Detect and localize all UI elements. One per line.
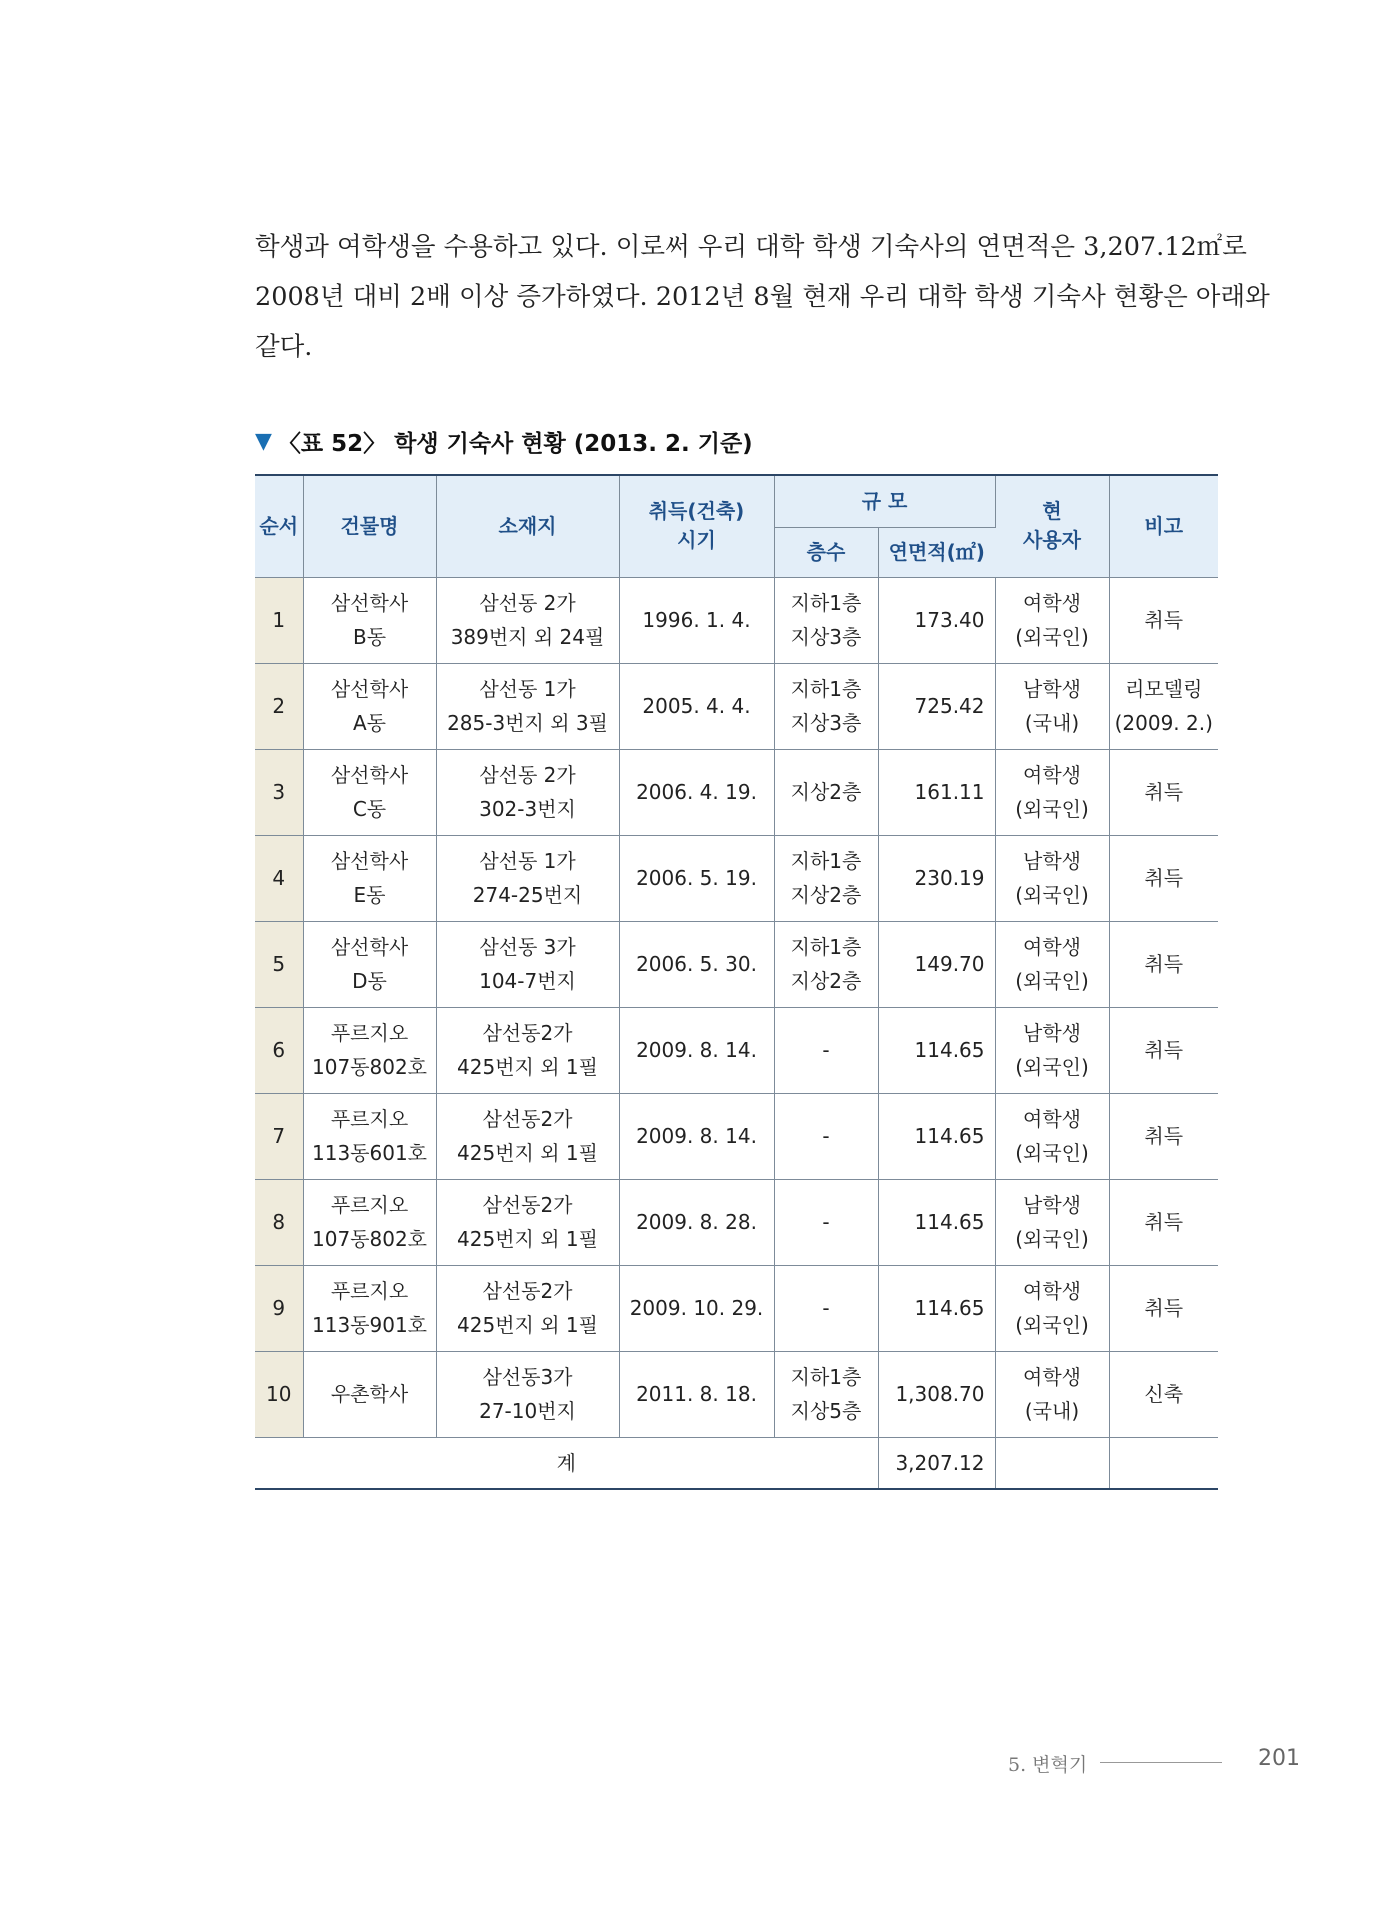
cell-building-line: 113동601호 — [312, 1141, 427, 1165]
cell-building-line: 푸르지오 — [330, 1279, 409, 1303]
cell-floors — [774, 1265, 878, 1351]
total-area: 3,207.12 — [878, 1437, 995, 1489]
cell-remarks-line: 취득 — [1144, 866, 1184, 890]
header-remarks: 비고 — [1109, 475, 1218, 577]
cell-current-user-line: (외국인) — [1015, 797, 1089, 821]
cell-remarks — [1109, 1093, 1218, 1179]
cell-remarks — [1109, 749, 1218, 835]
cell-location-line: 104-7번지 — [479, 969, 576, 993]
cell-floors-line: - — [822, 1210, 830, 1234]
cell-area: 114.65 — [878, 1007, 995, 1093]
cell-current-user-line: 여학생 — [1023, 1107, 1081, 1131]
paragraph-line: 학생과 여학생을 수용하고 있다. 이로써 우리 대학 학생 기숙사의 연면적은 3,207.12㎡로 — [255, 232, 1247, 262]
cell-order: 5 — [255, 921, 303, 1007]
cell-building-line: C동 — [352, 797, 387, 821]
header-scale: 규 모 — [774, 475, 995, 527]
cell-building-line: 푸르지오 — [330, 1193, 409, 1217]
cell-building — [303, 1179, 436, 1265]
cell-building-line: 삼선학사 — [330, 849, 409, 873]
cell-remarks — [1109, 835, 1218, 921]
cell-area: 173.40 — [878, 577, 995, 663]
table-row — [255, 1093, 1218, 1179]
cell-remarks — [1109, 1265, 1218, 1351]
cell-current-user-line: 여학생 — [1023, 935, 1081, 959]
cell-building-line: D동 — [352, 969, 387, 993]
cell-acquired-date: 2006. 4. 19. — [619, 749, 774, 835]
cell-current-user-line: (외국인) — [1015, 883, 1089, 907]
cell-order: 9 — [255, 1265, 303, 1351]
table-row — [255, 1179, 1218, 1265]
cell-location-line: 389번지 외 24필 — [450, 625, 605, 649]
page-number: 201 — [1258, 1746, 1300, 1771]
cell-floors — [774, 663, 878, 749]
cell-remarks-line: 취득 — [1144, 1296, 1184, 1320]
cell-area: 149.70 — [878, 921, 995, 1007]
cell-current-user-line: 여학생 — [1023, 1365, 1081, 1389]
header-current-line2: 사용자 — [1023, 528, 1081, 553]
cell-order: 8 — [255, 1179, 303, 1265]
cell-current-user-line: (국내) — [1024, 711, 1080, 735]
cell-building-line: 삼선학사 — [330, 677, 409, 701]
cell-current-user — [995, 749, 1109, 835]
cell-building — [303, 921, 436, 1007]
cell-remarks-line: 신축 — [1144, 1382, 1184, 1406]
cell-location-line: 274-25번지 — [472, 883, 583, 907]
total-row — [255, 1437, 1218, 1489]
cell-location-line: 285-3번지 외 3필 — [447, 711, 608, 735]
cell-location — [436, 749, 619, 835]
cell-building — [303, 749, 436, 835]
cell-location-line: 302-3번지 — [479, 797, 576, 821]
cell-building-line: B동 — [352, 625, 387, 649]
cell-current-user — [995, 1179, 1109, 1265]
cell-current-user-line: 여학생 — [1023, 763, 1081, 787]
cell-location — [436, 577, 619, 663]
cell-floors-line: 지하1층 — [790, 849, 862, 873]
cell-location — [436, 835, 619, 921]
cell-floors — [774, 1179, 878, 1265]
cell-acquired-date: 2006. 5. 19. — [619, 835, 774, 921]
total-label: 계 — [255, 1437, 878, 1489]
cell-acquired-date: 2009. 8. 14. — [619, 1007, 774, 1093]
cell-location-line: 삼선동2가 — [482, 1279, 573, 1303]
cell-building — [303, 1007, 436, 1093]
cell-floors — [774, 577, 878, 663]
cell-current-user-line: 남학생 — [1023, 677, 1081, 701]
header-current-line1: 현 — [1042, 499, 1062, 524]
cell-current-user — [995, 1351, 1109, 1437]
cell-location-line: 삼선동 3가 — [479, 935, 576, 959]
chapter-label: 5. 변혁기 — [1008, 1754, 1088, 1776]
cell-remarks — [1109, 1179, 1218, 1265]
cell-floors-line: 지상2층 — [790, 780, 862, 804]
table-body — [255, 577, 1218, 1489]
table-row — [255, 921, 1218, 1007]
cell-location — [436, 1265, 619, 1351]
cell-acquired-date: 2006. 5. 30. — [619, 921, 774, 1007]
cell-floors-line: - — [822, 1124, 830, 1148]
cell-current-user — [995, 835, 1109, 921]
table-caption-text: 〈표 52〉 학생 기숙사 현황 (2013. 2. 기준) — [277, 431, 753, 457]
cell-acquired-date: 2005. 4. 4. — [619, 663, 774, 749]
cell-building-line: 우촌학사 — [330, 1382, 409, 1406]
cell-location — [436, 921, 619, 1007]
cell-order: 7 — [255, 1093, 303, 1179]
cell-building-line: 삼선학사 — [330, 763, 409, 787]
cell-location-line: 425번지 외 1필 — [457, 1313, 598, 1337]
cell-remarks-line: 취득 — [1144, 1210, 1184, 1234]
cell-remarks-line: 취득 — [1144, 780, 1184, 804]
cell-building — [303, 577, 436, 663]
cell-floors-line: - — [822, 1296, 830, 1320]
total-empty-user — [995, 1437, 1109, 1489]
header-area: 연면적(㎡) — [878, 527, 995, 577]
cell-remarks-line: 취득 — [1144, 1124, 1184, 1148]
cell-area: 161.11 — [878, 749, 995, 835]
cell-current-user — [995, 921, 1109, 1007]
table-row — [255, 1265, 1218, 1351]
cell-building-line: 107동802호 — [312, 1227, 427, 1251]
cell-acquired-date: 1996. 1. 4. — [619, 577, 774, 663]
cell-remarks — [1109, 577, 1218, 663]
cell-location-line: 삼선동 2가 — [479, 763, 576, 787]
cell-floors-line: 지상3층 — [790, 711, 862, 735]
cell-building-line: 푸르지오 — [330, 1021, 409, 1045]
footer-rule — [1100, 1762, 1222, 1763]
cell-building — [303, 1351, 436, 1437]
cell-order: 4 — [255, 835, 303, 921]
cell-current-user-line: (국내) — [1024, 1399, 1080, 1423]
cell-current-user-line: 여학생 — [1023, 1279, 1081, 1303]
cell-floors-line: 지하1층 — [790, 1365, 862, 1389]
cell-order: 10 — [255, 1351, 303, 1437]
cell-acquired-date: 2009. 8. 14. — [619, 1093, 774, 1179]
table-row — [255, 749, 1218, 835]
cell-floors — [774, 1093, 878, 1179]
cell-location-line: 삼선동 1가 — [479, 677, 576, 701]
cell-current-user — [995, 1093, 1109, 1179]
header-floors: 층수 — [774, 527, 878, 577]
page-footer — [1008, 1746, 1300, 1776]
cell-current-user — [995, 1007, 1109, 1093]
cell-building-line: 113동901호 — [312, 1313, 427, 1337]
cell-order: 6 — [255, 1007, 303, 1093]
cell-floors — [774, 1351, 878, 1437]
cell-area: 114.65 — [878, 1179, 995, 1265]
table-row — [255, 577, 1218, 663]
cell-floors-line: 지상2층 — [790, 883, 862, 907]
cell-location — [436, 1007, 619, 1093]
cell-location-line: 425번지 외 1필 — [457, 1055, 598, 1079]
cell-location — [436, 1179, 619, 1265]
cell-remarks-line: 취득 — [1144, 1038, 1184, 1062]
paragraph-line: 2008년 대비 2배 이상 증가하였다. 2012년 8월 현재 우리 대학 학생 기숙사 현황은 아래와 — [255, 282, 1270, 312]
cell-building-line: 삼선학사 — [330, 591, 409, 615]
cell-current-user-line: 여학생 — [1023, 591, 1081, 615]
cell-remarks — [1109, 1007, 1218, 1093]
cell-acquired-date: 2009. 10. 29. — [619, 1265, 774, 1351]
cell-building-line: 푸르지오 — [330, 1107, 409, 1131]
cell-remarks — [1109, 921, 1218, 1007]
cell-acquired-date: 2011. 8. 18. — [619, 1351, 774, 1437]
table-row — [255, 663, 1218, 749]
cell-floors — [774, 835, 878, 921]
cell-location-line: 삼선동3가 — [482, 1365, 573, 1389]
cell-current-user-line: (외국인) — [1015, 625, 1089, 649]
paragraph-line: 같다. — [255, 332, 313, 362]
cell-floors-line: 지상3층 — [790, 625, 862, 649]
cell-floors-line: 지하1층 — [790, 591, 862, 615]
cell-location-line: 삼선동2가 — [482, 1021, 573, 1045]
cell-floors-line: 지하1층 — [790, 935, 862, 959]
cell-location — [436, 1351, 619, 1437]
cell-building-line: E동 — [353, 883, 386, 907]
cell-location — [436, 1093, 619, 1179]
dormitory-table — [255, 474, 1218, 1490]
cell-location-line: 425번지 외 1필 — [457, 1141, 598, 1165]
cell-floors — [774, 921, 878, 1007]
cell-location-line: 삼선동 2가 — [479, 591, 576, 615]
cell-current-user-line: (외국인) — [1015, 1313, 1089, 1337]
header-acquired-line2: 시기 — [677, 528, 716, 553]
cell-current-user-line: (외국인) — [1015, 1055, 1089, 1079]
cell-floors-line: 지상2층 — [790, 969, 862, 993]
cell-location-line: 삼선동 1가 — [479, 849, 576, 873]
cell-current-user-line: (외국인) — [1015, 1227, 1089, 1251]
cell-building-line: 107동802호 — [312, 1055, 427, 1079]
cell-order: 3 — [255, 749, 303, 835]
cell-location-line: 삼선동2가 — [482, 1107, 573, 1131]
header-acquired-line1: 취득(건축) — [648, 499, 745, 524]
cell-order: 1 — [255, 577, 303, 663]
cell-current-user-line: 남학생 — [1023, 849, 1081, 873]
cell-current-user — [995, 577, 1109, 663]
table-row — [255, 1351, 1218, 1437]
cell-acquired-date: 2009. 8. 28. — [619, 1179, 774, 1265]
cell-remarks — [1109, 1351, 1218, 1437]
cell-remarks-line: 취득 — [1144, 608, 1184, 632]
cell-current-user-line: 남학생 — [1023, 1193, 1081, 1217]
header-order: 순서 — [255, 475, 303, 577]
cell-floors — [774, 749, 878, 835]
table-row — [255, 835, 1218, 921]
table-row — [255, 1007, 1218, 1093]
cell-building-line: 삼선학사 — [330, 935, 409, 959]
header-building: 건물명 — [303, 475, 436, 577]
cell-location-line: 425번지 외 1필 — [457, 1227, 598, 1251]
cell-remarks-line: 취득 — [1144, 952, 1184, 976]
cell-current-user-line: (외국인) — [1015, 1141, 1089, 1165]
cell-floors — [774, 1007, 878, 1093]
cell-area: 230.19 — [878, 835, 995, 921]
table-caption — [255, 425, 753, 458]
cell-current-user-line: 남학생 — [1023, 1021, 1081, 1045]
cell-building-line: A동 — [352, 711, 386, 735]
cell-remarks — [1109, 663, 1218, 749]
cell-current-user — [995, 663, 1109, 749]
cell-location-line: 삼선동2가 — [482, 1193, 573, 1217]
cell-current-user — [995, 1265, 1109, 1351]
cell-building — [303, 1093, 436, 1179]
cell-floors-line: 지하1층 — [790, 677, 862, 701]
cell-building — [303, 663, 436, 749]
triangle-down-icon: ▼ — [255, 429, 272, 454]
cell-floors-line: 지상5층 — [790, 1399, 862, 1423]
header-acquired — [619, 475, 774, 577]
cell-location — [436, 663, 619, 749]
cell-area: 114.65 — [878, 1093, 995, 1179]
body-paragraph — [255, 222, 1270, 372]
cell-building — [303, 835, 436, 921]
cell-floors-line: - — [822, 1038, 830, 1062]
cell-area: 114.65 — [878, 1265, 995, 1351]
header-current-user — [995, 475, 1109, 577]
cell-order: 2 — [255, 663, 303, 749]
cell-area: 725.42 — [878, 663, 995, 749]
cell-current-user-line: (외국인) — [1015, 969, 1089, 993]
cell-remarks-line: 리모델링 — [1125, 677, 1203, 701]
total-empty-remarks — [1109, 1437, 1218, 1489]
cell-remarks-line: (2009. 2.) — [1114, 711, 1213, 735]
cell-location-line: 27-10번지 — [479, 1399, 576, 1423]
cell-building — [303, 1265, 436, 1351]
header-location: 소재지 — [436, 475, 619, 577]
cell-area: 1,308.70 — [878, 1351, 995, 1437]
